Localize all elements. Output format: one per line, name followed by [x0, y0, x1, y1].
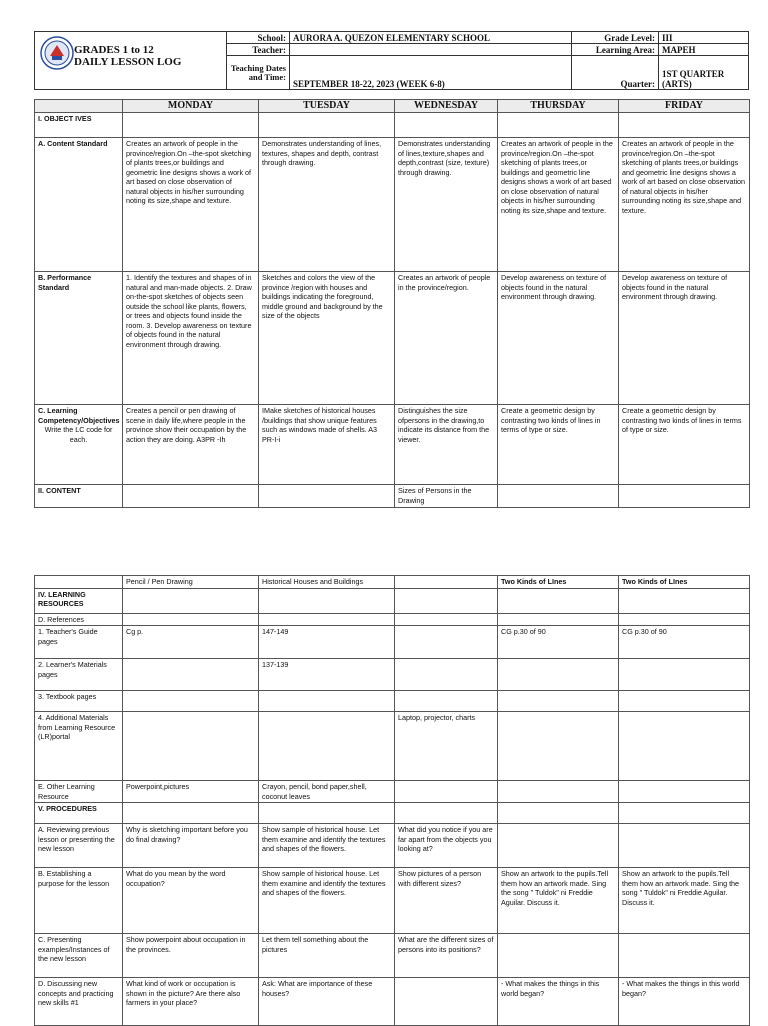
examples-label: C. Presenting examples/Instances of the new lesson	[35, 934, 123, 978]
additional-materials-label: 4. Additional Materials from Learning Resource (LR)portal	[35, 712, 123, 781]
content-standard-tuesday: Demonstrates understanding of lines, textures, shapes and depth, contrast through drawing.	[259, 138, 395, 272]
tb-friday	[619, 691, 750, 712]
competency-thursday: Create a geometric design by contrasting two kinds of lines in terms of type or size.	[498, 405, 619, 485]
examples-friday	[619, 934, 750, 978]
olr-friday	[619, 781, 750, 803]
competency-friday: Create a geometric design by contrasting two kinds of lines in terms of type or size.	[619, 405, 750, 485]
examples-monday: Show powerpoint about occupation in the provinces.	[123, 934, 259, 978]
topic-wednesday	[395, 576, 498, 589]
am-wednesday: Laptop, projector, charts	[395, 712, 498, 781]
content-monday	[123, 485, 259, 508]
day-header-tuesday: TUESDAY	[259, 100, 395, 113]
learning-area-value: MAPEH	[659, 44, 749, 56]
content-standard-friday: Creates an artwork of people in the province/region.On –the-spot sketching of plants trees,or buildings and geometric line designs shows a work of art based on close observation of natural objects in his/her surrounding noting its size,shape and texture.	[619, 138, 750, 272]
tg-friday: CG p.30 of 90	[619, 626, 750, 659]
day-header-wednesday: WEDNESDAY	[395, 100, 498, 113]
header-table	[34, 31, 749, 90]
competency-label-cell	[35, 405, 123, 485]
grade-level-label: Grade Level:	[572, 32, 659, 44]
teacher-label: Teacher:	[227, 44, 290, 56]
topic-monday: Pencil / Pen Drawing	[123, 576, 259, 589]
review-wednesday: What did you notice if you are far apart from the objects you looking at?	[395, 824, 498, 868]
topic-tuesday: Historical Houses and Buildings	[259, 576, 395, 589]
competency-monday: Creates a pencil or pen drawing of scene in daily life,where people in the province show their occupation by the action they are doing. A3PR -Ih	[123, 405, 259, 485]
content-friday	[619, 485, 750, 508]
review-thursday	[498, 824, 619, 868]
am-monday	[123, 712, 259, 781]
content-standard-label: A. Content Standard	[35, 138, 123, 272]
learning-resources-label: IV. LEARNING RESOURCES	[35, 588, 123, 613]
purpose-monday: What do you mean by the word occupation?	[123, 868, 259, 934]
teachers-guide-label: 1. Teacher's Guide pages	[35, 626, 123, 659]
purpose-thursday: Show an artwork to the pupils.Tell them how an artwork made. Sing the song " Tuldok" ni Freddie Aguilar. Discuss it.	[498, 868, 619, 934]
objectives-table	[34, 99, 750, 508]
day-header-monday: MONDAY	[123, 100, 259, 113]
content-thursday	[498, 485, 619, 508]
content-standard-monday: Creates an artwork of people in the province/region.On –the-spot sketching of plants trees,or buildings and geometric line designs shows a work of art based on close observation of natural objects in his/her surrounding noting its size,shape and texture.	[123, 138, 259, 272]
topic-thursday: Two Kinds of LInes	[498, 576, 619, 589]
school-label: School:	[227, 32, 290, 44]
topic-friday: Two Kinds of LInes	[619, 576, 750, 589]
teaching-dates-value: SEPTEMBER 18-22, 2023 (WEEK 6-8)	[290, 56, 572, 90]
olr-monday: Powerpoint,pictures	[123, 781, 259, 803]
content-wednesday: Sizes of Persons in the Drawing	[395, 485, 498, 508]
lm-tuesday: 137-139	[259, 659, 395, 691]
olr-tuesday: Crayon, pencil, bond paper,shell, coconut leaves	[259, 781, 395, 803]
other-resource-label: E. Other Learning Resource	[35, 781, 123, 803]
grade-level-value: III	[659, 32, 749, 44]
olr-wednesday	[395, 781, 498, 803]
day-header-friday: FRIDAY	[619, 100, 750, 113]
review-monday: Why is sketching important before you do final drawing?	[123, 824, 259, 868]
procedures-label: V. PROCEDURES	[35, 803, 123, 824]
textbook-label: 3. Textbook pages	[35, 691, 123, 712]
tg-monday: Cg p.	[123, 626, 259, 659]
performance-standard-label: B. Performance Standard	[35, 272, 123, 405]
competency-tuesday: IMake sketches of historical houses /buildings that show unique features such as windows made of shells. A3 PR-I-i	[259, 405, 395, 485]
learners-materials-label: 2. Learner's Materials pages	[35, 659, 123, 691]
corner-header	[35, 100, 123, 113]
discussing-label: D. Discussing new concepts and practicing new skills #1	[35, 978, 123, 1026]
purpose-tuesday: Show sample of historical house. Let them examine and identify the textures and shapes of the flowers.	[259, 868, 395, 934]
competency-wednesday: Distinguishes the size ofpersons in the drawing,to indicate its distance from the viewer.	[395, 405, 498, 485]
examples-tuesday: Let them tell something about the pictures	[259, 934, 395, 978]
content-standard-thursday: Creates an artwork of people in the province/region.On –the-spot sketching of plants trees,or buildings and geometric line designs shows a work of art based on close observation of natural objects in his/her surrounding noting its size,shape and texture.	[498, 138, 619, 272]
review-friday	[619, 824, 750, 868]
learning-area-label: Learning Area:	[572, 44, 659, 56]
discuss-monday: What kind of work or occupation is shown in the picture? Are there also farmers in your place?	[123, 978, 259, 1026]
discuss-wednesday	[395, 978, 498, 1026]
lm-thursday	[498, 659, 619, 691]
content-label: II. CONTENT	[35, 485, 123, 508]
teacher-value	[290, 44, 572, 56]
competency-note: Write the LC code for each.	[44, 425, 113, 444]
school-value: AURORA A. QUEZON ELEMENTARY SCHOOL	[290, 32, 572, 44]
lm-wednesday	[395, 659, 498, 691]
performance-standard-thursday: Develop awareness on texture of objects found in the natural environment through drawing.	[498, 272, 619, 405]
tg-tuesday: 147-149	[259, 626, 395, 659]
logo-cell	[35, 32, 227, 90]
competency-label: C. Learning Competency/Objectives	[38, 406, 120, 425]
purpose-wednesday: Show pictures of a person with different sizes?	[395, 868, 498, 934]
logo-line-1: GRADES 1 to 12	[74, 44, 154, 56]
review-tuesday: Show sample of historical house. Let them examine and identify the textures and shapes of the flowers.	[259, 824, 395, 868]
examples-thursday	[498, 934, 619, 978]
discuss-tuesday: Ask: What are importance of these houses?	[259, 978, 395, 1026]
am-thursday	[498, 712, 619, 781]
day-header-thursday: THURSDAY	[498, 100, 619, 113]
tb-monday	[123, 691, 259, 712]
logo-text	[74, 44, 181, 68]
examples-wednesday: What are the different sizes of persons into its positions?	[395, 934, 498, 978]
lm-friday	[619, 659, 750, 691]
references-label: D. References	[35, 613, 123, 626]
objectives-label: I. OBJECT IVES	[35, 113, 123, 138]
teaching-dates-label: Teaching Dates and Time:	[227, 56, 290, 90]
olr-thursday	[498, 781, 619, 803]
content-standard-wednesday: Demonstrates understanding of lines,texture,shapes and depth,contrast (size, texture) through drawing.	[395, 138, 498, 272]
tb-wednesday	[395, 691, 498, 712]
performance-standard-monday: 1. Identify the textures and shapes of in natural and man-made objects. 2. Draw on-the-spot sketches of objects seen outside the school like plants, flowers, or trees and objects found inside the room. 3. Develop awareness on texture of objects found in the natural environment through drawing.	[123, 272, 259, 405]
purpose-label: B. Establishing a purpose for the lesson	[35, 868, 123, 934]
deped-seal-icon	[40, 36, 74, 70]
tg-thursday: CG p.30 of 90	[498, 626, 619, 659]
tb-thursday	[498, 691, 619, 712]
purpose-friday: Show an artwork to the pupils.Tell them how an artwork made. Sing the song " Tuldok" ni Freddie Aguilar. Discuss it.	[619, 868, 750, 934]
performance-standard-wednesday: Creates an artwork of people in the province/region.	[395, 272, 498, 405]
performance-standard-tuesday: Sketches and colors the view of the province /region with houses and buildings indicating the foreground, middle ground and background by the size of the objects	[259, 272, 395, 405]
quarter-value: 1ST QUARTER (ARTS)	[659, 56, 749, 90]
resources-procedures-table	[34, 575, 750, 1026]
quarter-label: Quarter:	[572, 56, 659, 90]
am-tuesday	[259, 712, 395, 781]
discuss-thursday: - What makes the things in this world began?	[498, 978, 619, 1026]
performance-standard-friday: Develop awareness on texture of objects found in the natural environment through drawing.	[619, 272, 750, 405]
discuss-friday: - What makes the things in this world began?	[619, 978, 750, 1026]
logo-line-2: DAILY LESSON LOG	[74, 56, 182, 68]
tg-wednesday	[395, 626, 498, 659]
content-tuesday	[259, 485, 395, 508]
am-friday	[619, 712, 750, 781]
tb-tuesday	[259, 691, 395, 712]
reviewing-label: A. Reviewing previous lesson or presenting the new lesson	[35, 824, 123, 868]
lm-monday	[123, 659, 259, 691]
